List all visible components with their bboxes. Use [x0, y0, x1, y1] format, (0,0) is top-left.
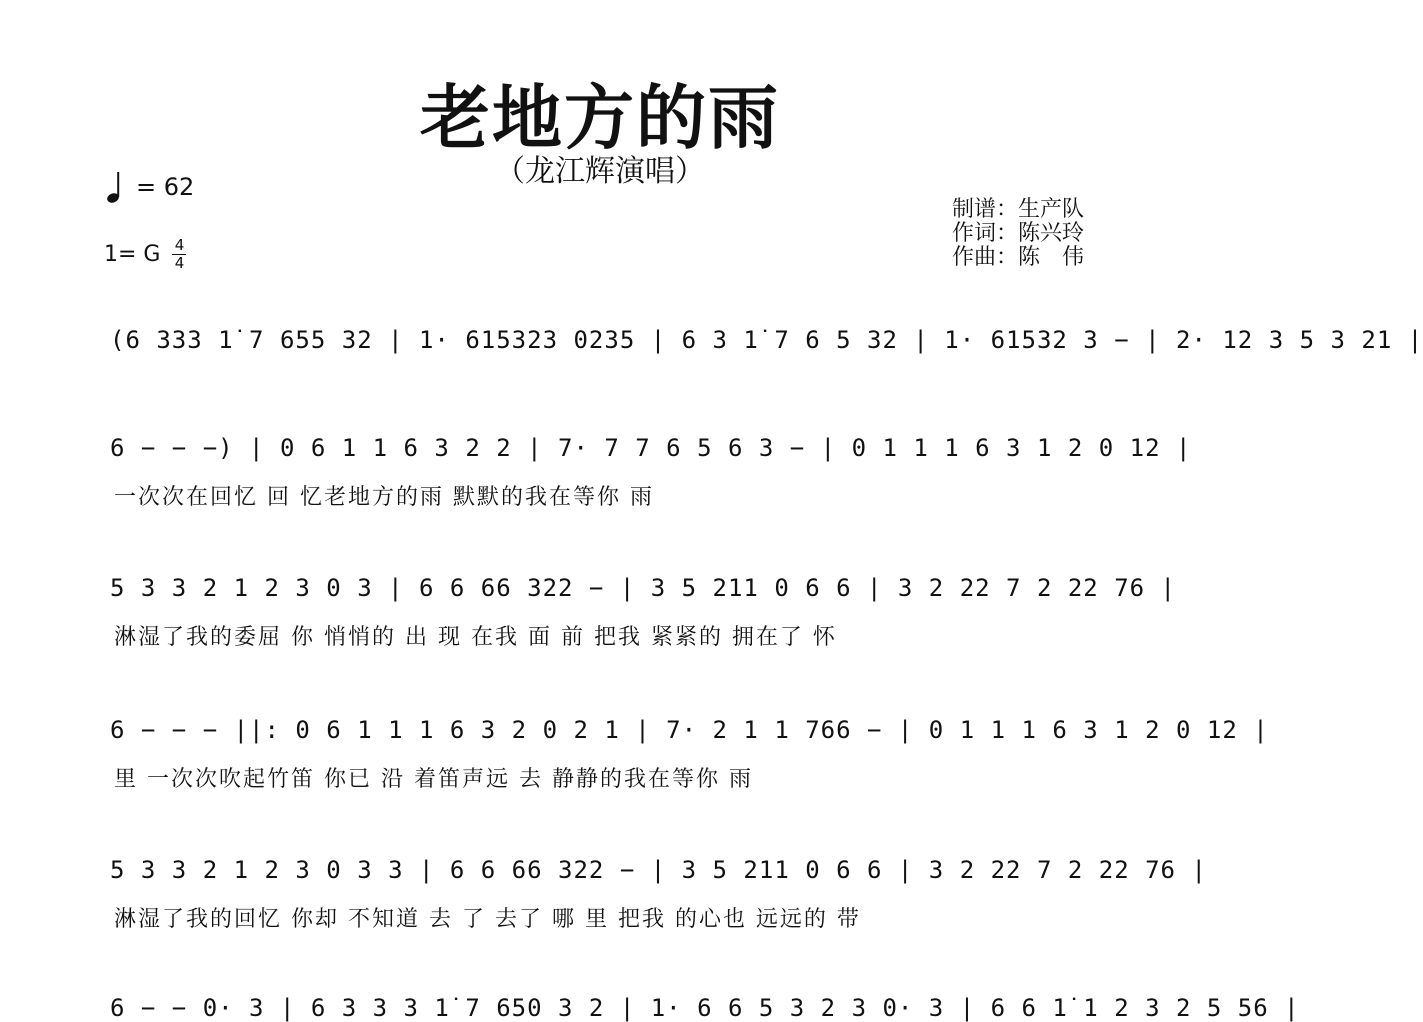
- score-line-4: [110, 716, 1269, 806]
- notation-row: 5 3 3 2 1 2 3 0 3 | 6 6 66 322 − | 3 5 211 0 6 6 | 3 2 22 7 2 22 76 |: [110, 574, 1176, 602]
- quarter-note-icon: [106, 170, 122, 204]
- lyrics-row: 淋湿了我的委屈 你 悄悄的 出 现 在我 面 前 把我 紧紧的 拥在了 怀: [114, 625, 837, 650]
- credit-composer: 作曲：陈 伟: [952, 245, 1085, 270]
- notation-row: (6 333 1̇ 7 655 32 | 1· 615323 0235 | 6 3 1̇ 7 6 5 32 | 1· 61532 3 − | 2· 12 3 5 3 21 |: [110, 326, 1423, 354]
- score-line-1: [110, 326, 1423, 386]
- credits-block: [952, 198, 1084, 270]
- tempo-value: = 62: [136, 173, 195, 201]
- lyrics-row: 里 一次次吹起竹笛 你已 沿 着笛声远 去 静静的我在等你 雨: [114, 767, 753, 792]
- notation-row: 6 − − − ||: 0 6 1 1 1 6 3 2 0 2 1 | 7· 2 1 1 766 − | 0 1 1 1 6 3 1 2 0 12 |: [110, 716, 1269, 744]
- beam-lines: [110, 750, 1100, 758]
- lyrics-row: 淋湿了我的回忆 你却 不知道 去 了 去了 哪 里 把我 的心也 远远的 带: [114, 907, 861, 932]
- beam-lines: [110, 608, 1100, 616]
- key-signature: [104, 238, 186, 271]
- lyrics-row: 一次次在回忆 回 忆老地方的雨 默默的我在等你 雨: [114, 485, 654, 510]
- beam-lines: [110, 890, 1100, 898]
- notation-row: 5 3 3 2 1 2 3 0 3 3 | 6 6 66 322 − | 3 5 211 0 6 6 | 3 2 22 7 2 22 76 |: [110, 856, 1207, 884]
- notation-row: 6 − − −) | 0 6 1 1 6 3 2 2 | 7· 7 7 6 5 6 3 − | 0 1 1 1 6 3 1 2 0 12 |: [110, 434, 1192, 462]
- beam-lines: [110, 468, 1100, 476]
- song-title: 老地方的雨: [420, 77, 780, 159]
- score-line-2: [110, 434, 1192, 524]
- score-line-5: [110, 856, 1207, 946]
- time-signature: [172, 238, 186, 271]
- score-line-3: [110, 574, 1176, 664]
- performer-subtitle: （龙江辉演唱）: [495, 154, 705, 189]
- credit-lyricist: 作词：陈兴玲: [952, 221, 1085, 246]
- key-label: 1= G: [104, 242, 161, 267]
- time-signature-top: 4: [174, 236, 185, 254]
- notation-row: 6 − − 0· 3 | 6 3 3 3 1̇ 7 650 3 2 | 1· 6 6 5 3 2 3 0· 3 | 6 6 1̇ 1 2 3 2 5 56 |: [110, 994, 1300, 1022]
- score-line-6: [110, 994, 1300, 1022]
- beam-lines: [110, 360, 1100, 368]
- time-signature-bottom: 4: [174, 254, 185, 272]
- tempo-marking: [106, 170, 194, 204]
- credit-arranger: 制谱：生产队: [952, 197, 1085, 222]
